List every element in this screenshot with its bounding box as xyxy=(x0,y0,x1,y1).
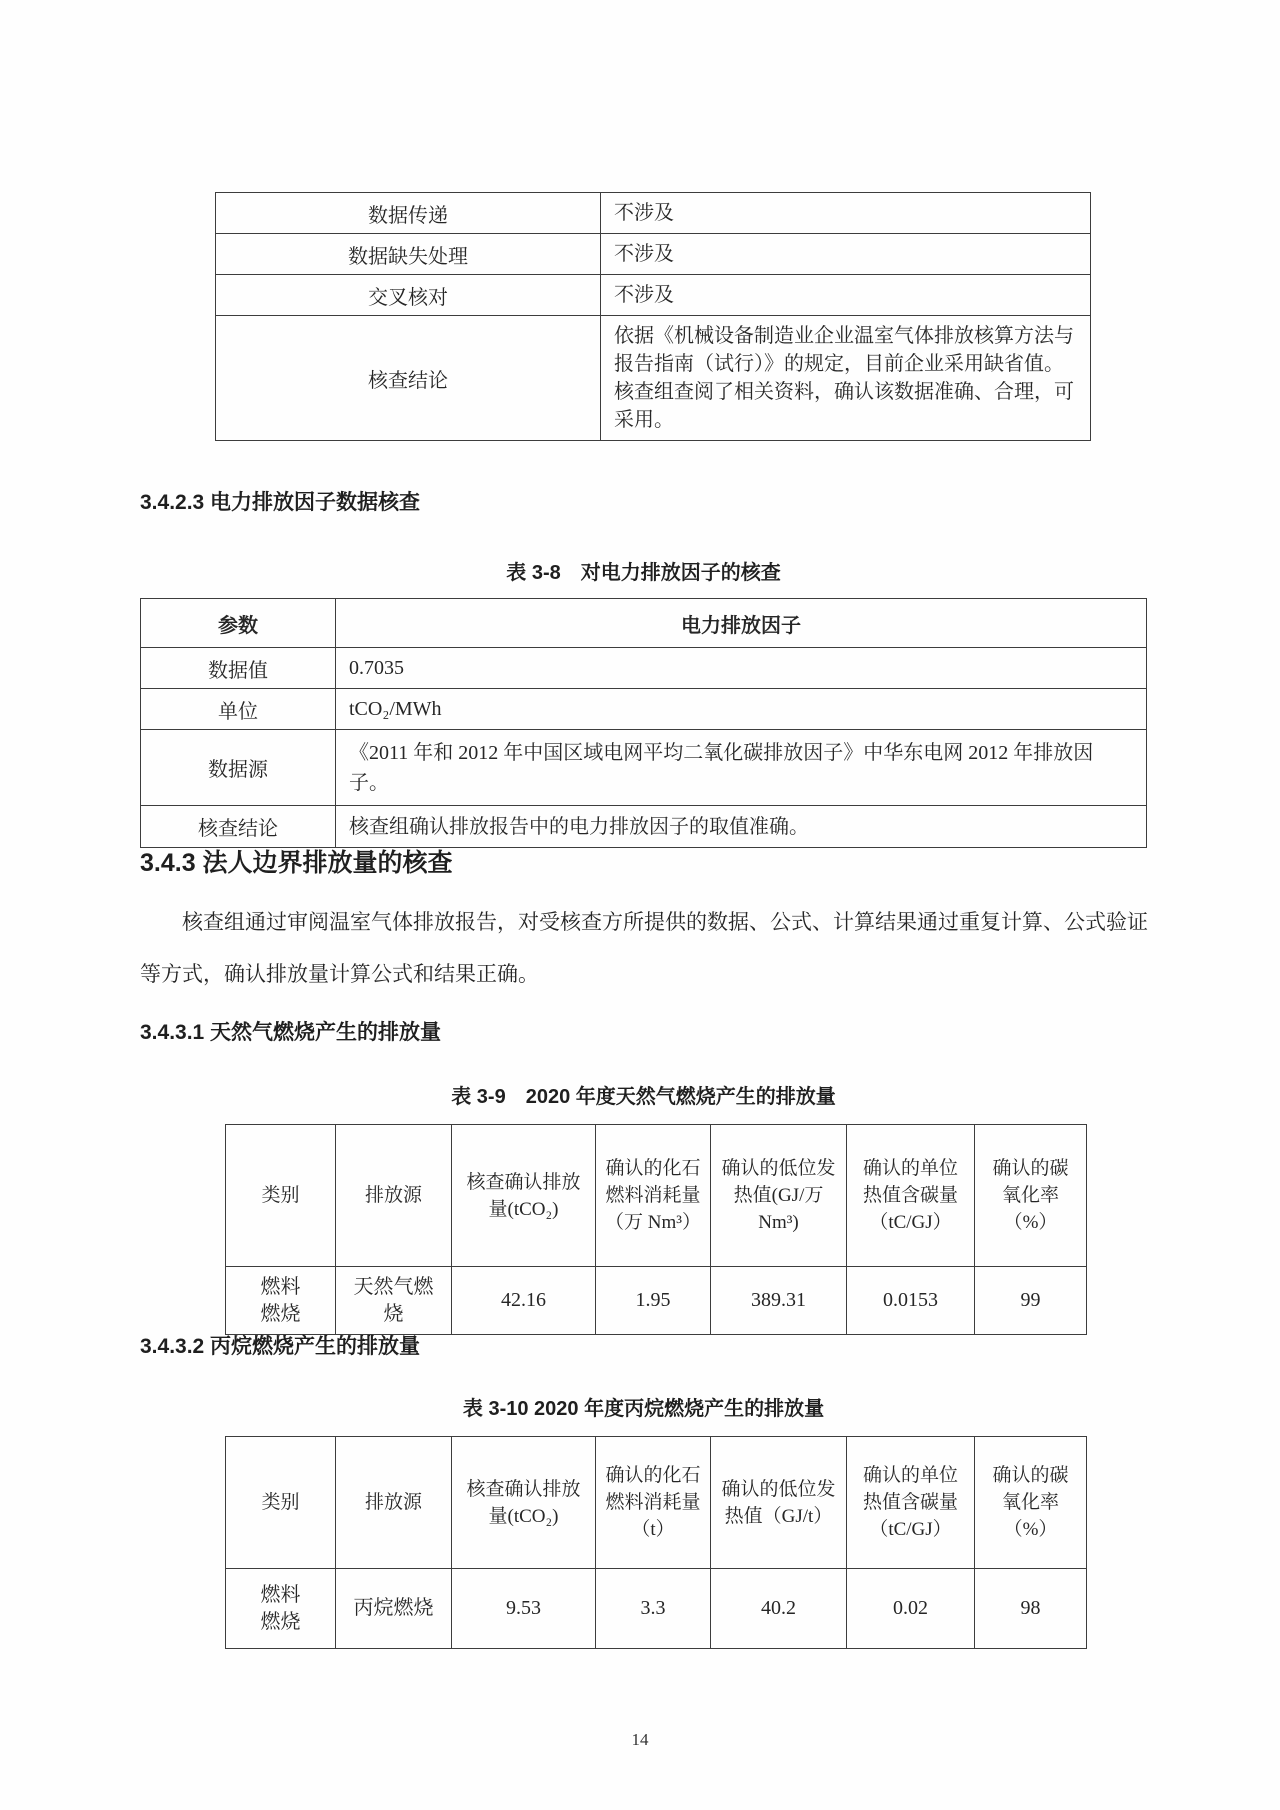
cell-value: 98 xyxy=(975,1569,1087,1649)
table-header-row xyxy=(226,1437,1087,1569)
row-label: 单位 xyxy=(141,689,336,730)
row-value: 不涉及 xyxy=(601,193,1091,234)
col-header: 确认的化石燃料消耗量（万 Nm³） xyxy=(596,1125,711,1267)
table-row xyxy=(216,234,1091,275)
col-header: 确认的低位发热值(GJ/万 Nm³) xyxy=(711,1125,847,1267)
row-value: 0.7035 xyxy=(336,648,1147,689)
row-value: 不涉及 xyxy=(601,275,1091,316)
cell-category: 燃料燃烧 xyxy=(226,1569,336,1649)
table-row xyxy=(141,689,1147,730)
col-header: 确认的低位发热值（GJ/t） xyxy=(711,1437,847,1569)
col-header: 排放源 xyxy=(336,1125,452,1267)
row-value: 不涉及 xyxy=(601,234,1091,275)
row-label: 数据值 xyxy=(141,648,336,689)
table-3-9 xyxy=(225,1124,1087,1335)
col-header: 确认的单位热值含碳量（tC/GJ） xyxy=(847,1125,975,1267)
cell-value: 99 xyxy=(975,1267,1087,1335)
row-label: 数据缺失处理 xyxy=(216,234,601,275)
cell-value: 42.16 xyxy=(452,1267,596,1335)
row-label: 数据源 xyxy=(141,730,336,806)
table-header-row xyxy=(226,1125,1087,1267)
col-header: 类别 xyxy=(226,1125,336,1267)
col-header: 确认的碳氧化率（%） xyxy=(975,1125,1087,1267)
section-heading-3-4-3: 3.4.3 法人边界排放量的核查 xyxy=(140,849,453,877)
cell-value: 40.2 xyxy=(711,1569,847,1649)
table-row xyxy=(216,316,1091,441)
row-label: 数据传递 xyxy=(216,193,601,234)
cell-value: 9.53 xyxy=(452,1569,596,1649)
col-header: 核查确认排放量(tCO₂) xyxy=(452,1437,596,1569)
col-header: 确认的碳氧化率（%） xyxy=(975,1437,1087,1569)
table-row xyxy=(141,730,1147,806)
section-heading-3-4-3-1: 3.4.3.1 天然气燃烧产生的排放量 xyxy=(140,1021,442,1044)
cell-value: 1.95 xyxy=(596,1267,711,1335)
table-data-row xyxy=(226,1569,1087,1649)
table-row xyxy=(216,193,1091,234)
section-3-4-3-paragraph: 核查组通过审阅温室气体排放报告，对受核查方所提供的数据、公式、计算结果通过重复计算、公式验证等方式，确认排放量计算公式和结果正确。 xyxy=(140,910,1148,986)
table-row xyxy=(141,806,1147,848)
section-heading-3-4-3-2: 3.4.3.2 丙烷燃烧产生的排放量 xyxy=(140,1335,421,1358)
table-3-10 xyxy=(225,1436,1087,1649)
cell-value: 3.3 xyxy=(596,1569,711,1649)
col-header: 排放源 xyxy=(336,1437,452,1569)
row-value: 核查组确认排放报告中的电力排放因子的取值准确。 xyxy=(336,806,1147,848)
cell-value: 0.0153 xyxy=(847,1267,975,1335)
cell-value: 0.02 xyxy=(847,1569,975,1649)
table-header-row xyxy=(141,599,1147,648)
row-label: 交叉核对 xyxy=(216,275,601,316)
row-label: 核查结论 xyxy=(216,316,601,441)
verification-items-table xyxy=(215,192,1091,441)
page-number: 14 xyxy=(631,1730,649,1749)
header-param: 参数 xyxy=(141,599,336,648)
table-data-row xyxy=(226,1267,1087,1335)
cell-source: 天然气燃烧 xyxy=(336,1267,452,1335)
cell-source: 丙烷燃烧 xyxy=(336,1569,452,1649)
table-row xyxy=(141,648,1147,689)
col-header: 类别 xyxy=(226,1437,336,1569)
row-value: 依据《机械设备制造业企业温室气体排放核算方法与报告指南（试行）》的规定，目前企业采用缺省值。核查组查阅了相关资料，确认该数据准确、合理，可采用。 xyxy=(601,316,1091,441)
row-value: tCO₂/MWh xyxy=(336,689,1147,730)
row-value: 《2011 年和 2012 年中国区域电网平均二氧化碳排放因子》中华东电网 2012 年排放因子。 xyxy=(336,730,1147,806)
table-3-8-title: 表 3-8 对电力排放因子的核查 xyxy=(506,562,781,584)
col-header: 确认的化石燃料消耗量（t） xyxy=(596,1437,711,1569)
cell-value: 389.31 xyxy=(711,1267,847,1335)
col-header: 确认的单位热值含碳量（tC/GJ） xyxy=(847,1437,975,1569)
row-label: 核查结论 xyxy=(141,806,336,848)
header-value: 电力排放因子 xyxy=(336,599,1147,648)
table-3-8 xyxy=(140,598,1147,848)
table-3-9-title: 表 3-9 2020 年度天然气燃烧产生的排放量 xyxy=(451,1086,836,1108)
section-heading-3-4-2-3: 3.4.2.3 电力排放因子数据核查 xyxy=(140,491,421,514)
table-3-10-title: 表 3-10 2020 年度丙烷燃烧产生的排放量 xyxy=(462,1398,825,1420)
col-header: 核查确认排放量(tCO₂) xyxy=(452,1125,596,1267)
cell-category: 燃料燃烧 xyxy=(226,1267,336,1335)
table-row xyxy=(216,275,1091,316)
